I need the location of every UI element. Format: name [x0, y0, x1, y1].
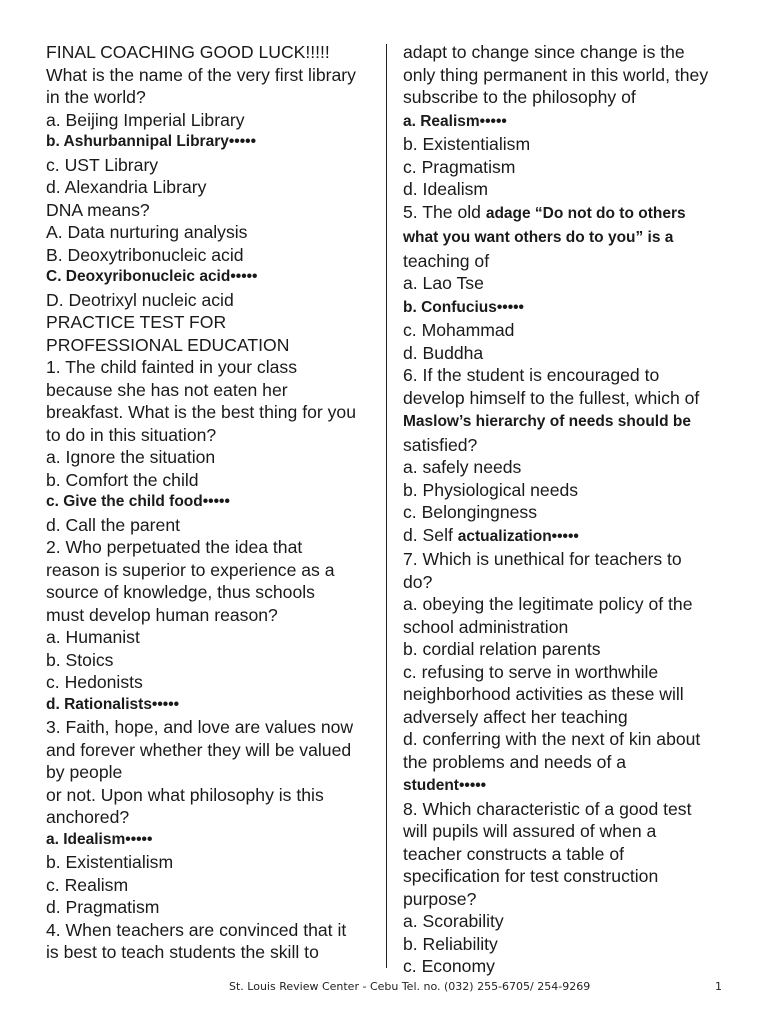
text-line: and forever whether they will be valued: [46, 739, 352, 760]
text-segment: 6. If the student is encouraged to: [403, 365, 660, 385]
text-line: [403, 616, 733, 639]
text-line: d. Alexandria Library: [46, 177, 207, 197]
text-line: breakfast. What is the best thing for you: [46, 402, 357, 422]
text-segment: d. conferring with the next of kin about: [403, 729, 701, 749]
footer-text: St. Louis Review Center - Cebu Tel. no. (032) 255-6705/ 254-9269: [229, 980, 591, 993]
text-segment: the problems and needs of a: [403, 751, 627, 772]
answer-line: C. Deoxyribonucleic acid•••••: [46, 268, 258, 285]
text-line: [403, 843, 733, 866]
text-segment: develop himself to the fullest, which of: [403, 387, 700, 408]
text-segment: neighborhood activities as these will: [403, 684, 684, 704]
text-line: to do in this situation?: [46, 424, 217, 445]
text-line: [403, 501, 733, 524]
text-line: must develop human reason?: [46, 604, 278, 625]
text-line: FINAL COACHING GOOD LUCK!!!!!: [46, 42, 330, 62]
text-line: 2. Who perpetuated the idea that: [46, 537, 303, 557]
text-line: [403, 109, 733, 134]
text-line: [403, 342, 733, 365]
text-line: [403, 225, 733, 250]
text-line: 4. When teachers are convinced that it: [46, 919, 347, 940]
text-segment: d. Self: [403, 524, 458, 545]
text-line: [403, 319, 733, 342]
text-line: [403, 548, 733, 571]
text-segment: 7. Which is unethical for teachers to: [403, 549, 682, 569]
text-line: [403, 156, 733, 179]
text-line: D. Deotrixyl nucleic acid: [46, 289, 234, 310]
text-segment: only thing permanent in this world, they: [403, 64, 709, 85]
text-line: b. Stoics: [46, 649, 114, 670]
text-line: b. Comfort the child: [46, 469, 199, 490]
text-line: [403, 820, 733, 843]
text-segment: b. Reliability: [403, 933, 498, 954]
text-line: [403, 910, 733, 933]
text-line: [403, 456, 733, 479]
text-line: [403, 683, 733, 706]
text-line: a. Humanist: [46, 627, 140, 647]
text-line: c. Realism: [46, 874, 129, 895]
text-segment: satisfied?: [403, 434, 478, 455]
text-line: [403, 387, 733, 410]
text-line: [403, 638, 733, 661]
text-line: [403, 524, 733, 549]
answer-text: Maslow’s hierarchy of needs should be: [403, 413, 691, 430]
answer-text: a. Realism•••••: [403, 112, 507, 130]
text-line: [403, 888, 733, 911]
text-line: d. Pragmatism: [46, 897, 160, 917]
text-line: [403, 933, 733, 956]
answer-text: adage “Do not do to others: [485, 204, 686, 222]
text-line: is best to teach students the skill to: [46, 942, 319, 962]
text-line: source of knowledge, thus schools: [46, 582, 315, 602]
text-line: PRACTICE TEST FOR: [46, 312, 227, 332]
text-line: [403, 865, 733, 888]
answer-line: b. Ashurbannipal Library•••••: [46, 133, 256, 150]
text-line: [403, 434, 733, 457]
text-segment: b. Physiological needs: [403, 479, 579, 500]
text-line: [403, 201, 733, 226]
text-line: 1. The child fainted in your class: [46, 357, 298, 377]
text-line: [403, 178, 733, 201]
text-line: [403, 295, 733, 320]
text-line: [403, 364, 733, 387]
answer-text: student•••••: [403, 777, 487, 794]
text-line: 3. Faith, hope, and love are values now: [46, 717, 354, 737]
answer-line: c. Give the child food•••••: [46, 493, 230, 510]
text-segment: c. Belongingness: [403, 502, 537, 522]
text-segment: school administration: [403, 616, 569, 637]
text-line: reason is superior to experience as a: [46, 559, 335, 580]
text-line: [403, 133, 733, 156]
text-line: d. Call the parent: [46, 514, 180, 535]
right-column: [403, 41, 733, 978]
text-line: What is the name of the very first library: [46, 64, 356, 85]
text-segment: 5. The old: [403, 201, 486, 222]
text-line: in the world?: [46, 87, 146, 107]
text-line: a. Ignore the situation: [46, 447, 216, 467]
text-segment: adversely affect her teaching: [403, 706, 628, 727]
text-line: by people: [46, 762, 123, 782]
left-column: [46, 41, 376, 964]
text-line: [403, 86, 733, 109]
text-line: [403, 571, 733, 594]
text-segment: a. Lao Tse: [403, 273, 484, 293]
answer-text: actualization•••••: [457, 527, 579, 545]
text-line: [403, 955, 733, 978]
answer-text: what you want others do to you” is a: [403, 229, 674, 246]
text-segment: 8. Which characteristic of a good test: [403, 798, 692, 819]
text-segment: teacher constructs a table of: [403, 843, 625, 864]
text-line: b. Existentialism: [46, 852, 174, 872]
text-segment: a. safely needs: [403, 457, 522, 477]
text-line: c. Hedonists: [46, 672, 143, 692]
text-line: [403, 64, 733, 87]
page-number: 1: [715, 980, 722, 993]
text-segment: subscribe to the philosophy of: [403, 87, 636, 107]
text-segment: c. Mohammad: [403, 320, 515, 340]
text-line: or not. Upon what philosophy is this: [46, 784, 324, 805]
column-divider: [386, 44, 387, 968]
text-line: because she has not eaten her: [46, 379, 288, 400]
text-line: A. Data nurturing analysis: [46, 222, 248, 242]
text-line: [403, 661, 733, 684]
text-line: [403, 479, 733, 502]
text-line: c. UST Library: [46, 154, 159, 175]
text-line: [403, 409, 733, 434]
text-segment: c. Pragmatism: [403, 156, 516, 177]
text-segment: do?: [403, 571, 433, 592]
text-segment: a. Scorability: [403, 911, 504, 931]
text-segment: b. Existentialism: [403, 134, 531, 154]
text-line: [403, 250, 733, 273]
text-line: PROFESSIONAL EDUCATION: [46, 334, 290, 355]
text-segment: specification for test construction: [403, 866, 659, 886]
text-line: [403, 751, 733, 774]
answer-line: d. Rationalists•••••: [46, 695, 180, 713]
text-line: [403, 798, 733, 821]
text-line: anchored?: [46, 807, 130, 827]
text-line: [403, 706, 733, 729]
text-segment: d. Idealism: [403, 179, 489, 199]
text-segment: purpose?: [403, 888, 477, 909]
text-line: [403, 773, 733, 798]
text-segment: c. Economy: [403, 956, 495, 976]
text-line: a. Beijing Imperial Library: [46, 109, 245, 130]
answer-line: a. Idealism•••••: [46, 830, 153, 848]
text-segment: a. obeying the legitimate policy of the: [403, 594, 693, 614]
text-line: DNA means?: [46, 199, 150, 220]
answer-text: b. Confucius•••••: [403, 298, 524, 316]
text-line: B. Deoxytribonucleic acid: [46, 244, 244, 265]
text-segment: adapt to change since change is the: [403, 42, 685, 62]
text-line: [403, 272, 733, 295]
text-segment: will pupils will assured of when a: [403, 821, 657, 841]
text-segment: d. Buddha: [403, 342, 484, 363]
text-segment: b. cordial relation parents: [403, 639, 601, 659]
text-line: [403, 728, 733, 751]
text-line: [403, 41, 733, 64]
text-segment: c. refusing to serve in worthwhile: [403, 661, 659, 682]
text-line: [403, 593, 733, 616]
text-segment: teaching of: [403, 250, 490, 271]
